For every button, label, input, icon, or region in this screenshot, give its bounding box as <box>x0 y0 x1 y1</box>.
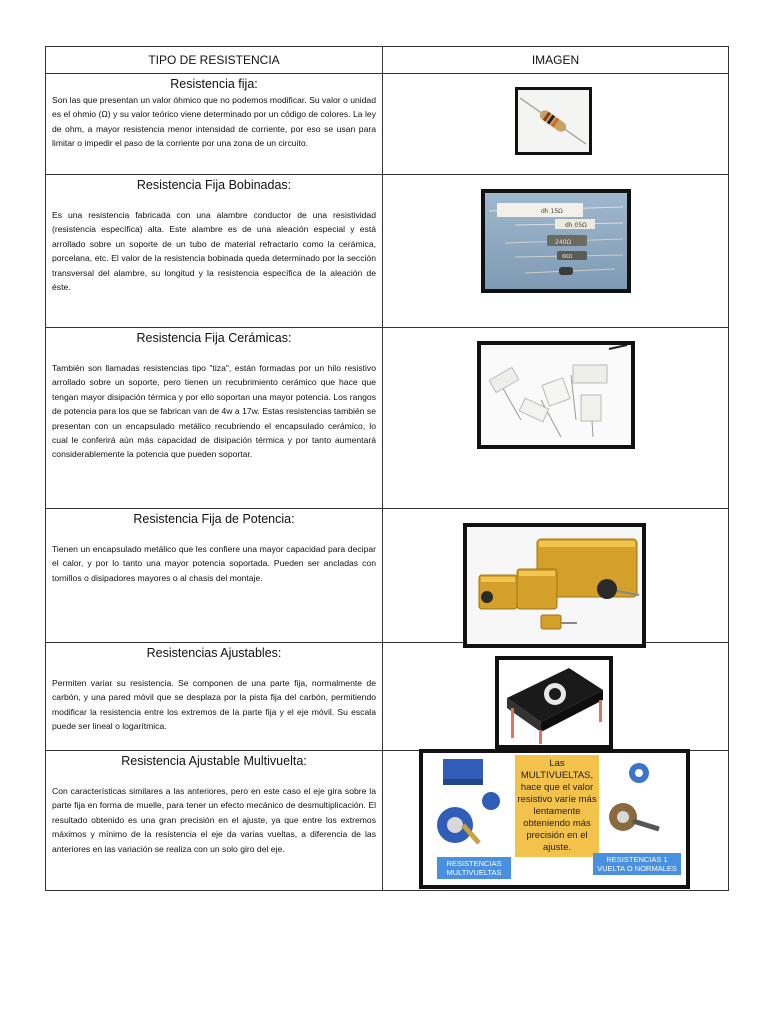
type-cell <box>46 509 383 643</box>
image-cell <box>383 643 729 751</box>
row-title: Resistencias Ajustables: <box>146 646 282 660</box>
adjustable-resistor-image <box>495 656 613 749</box>
resistor-label: 6KΩ <box>562 254 573 260</box>
resistor-label: 240Ω <box>555 239 572 246</box>
multiturn-label: RESISTENCIAS MULTIVUELTAS <box>437 857 511 879</box>
type-cell <box>46 751 383 891</box>
row-title: Resistencia fija: <box>170 77 258 91</box>
ceramic-resistors-image <box>477 341 635 449</box>
resistor-label: dh 15Ω <box>541 208 563 215</box>
row-title: Resistencia Fija de Potencia: <box>133 512 295 526</box>
row-title: Resistencia Fija Bobinadas: <box>136 178 292 192</box>
wirewound-resistors-image <box>481 189 631 293</box>
type-cell <box>46 74 383 175</box>
power-resistors-image <box>463 523 646 648</box>
row-description: Son las que presentan un valor óhmico que no podemos modificar. Su valor o unidad es el ohmio (Ω) y su valor teórico viene determinado por un código de colores. La ley de ohm, a mayor resistencia menor intensidad de corriente, por eso se usan para limitar o impedir el paso de la corriente por una zona de un circuito. <box>52 95 376 149</box>
row-description: Permiten variar su resistencia. Se componen de una parte fija, normalmente de carbón, y una pared móvil que se desplaza por la pista fija del carbón, permitiendo modificar la resistencia entre los extremos de la parte fija y el eje móvil. Su escala puede ser lineal o logarítmica. <box>52 678 376 732</box>
table-row <box>46 643 729 751</box>
multiturn-resistors-image <box>419 749 690 889</box>
type-cell <box>46 175 383 328</box>
normal-label: RESISTENCIAS 1 VUELTA O NORMALES <box>593 853 681 875</box>
resistor-label: dh 05Ω <box>565 222 587 229</box>
image-cell <box>383 74 729 175</box>
table-row <box>46 74 729 175</box>
row-description: Tienen un encapsulado metálico que les confiere una mayor capacidad para decipar el calor, y por lo tanto una mayor potencia soportada. Pueden ser ancladas con tornillos o disipadores mayores o al chasis del montaje. <box>52 544 376 583</box>
resistance-table <box>45 46 729 891</box>
type-cell <box>46 328 383 509</box>
image-cell <box>383 328 729 509</box>
image-cell <box>383 509 729 643</box>
row-description: Es una resistencia fabricada con una alambre conductor de una resistividad (resistencia específica) alta. Este alambre es de una aleación especial y está arrollado sobre un soporte de un tubo de material refractario como la cerámica, porcelana, etc. El valor de la resistencia bobinada queda determinado por la sección transversal del alambre, su longitud y la resistencia específica de la aleación de éste. <box>52 210 376 293</box>
type-cell <box>46 643 383 751</box>
row-title: Resistencia Fija Cerámicas: <box>136 331 292 345</box>
header-imagen: IMAGEN <box>383 47 729 74</box>
image-cell <box>383 751 729 891</box>
row-title: Resistencia Ajustable Multivuelta: <box>121 754 307 768</box>
multiturn-caption: Las MULTIVUELTAS, hace que el valor resistivo varíe más lentamente obteniendo más precisión en el ajuste. <box>515 755 599 857</box>
row-description: Con características similares a las anteriores, pero en este caso el eje gira sobre la parte fija en forma de muelle, para tener un efecto mecánico de desmultiplicación. El resultado obtenido es una gran precisión en el ajuste, ya que entre los extremos máximos y mínimo de la resistencia el eje da varias vueltas, a diferencia de las anteriores en las variación se realiza con un solo giro del eje. <box>52 786 376 854</box>
row-description: También son llamadas resistencias tipo "tiza", están formadas por un hilo resistivo arrollado sobre un soporte, pero tienen un recubrimiento cerámico que hace que tengan mayor disipación térmica y por ello soportan una mayor potencia. Los rangos de potencia para los que se fabrican van de 4w a 17w. Estas resistencias también se presentan con un encapsulado metálico recubriendo el encapsulado cerámico, lo cual le conferirá aún más capacidad de disipación térmica y por tanto aumentará considerablemente la potencia que pueden soportar. <box>52 363 376 460</box>
image-cell <box>383 175 729 328</box>
table-row <box>46 175 729 328</box>
header-tipo: TIPO DE RESISTENCIA <box>46 47 383 74</box>
table-row <box>46 509 729 643</box>
header-row <box>46 47 729 74</box>
fixed-resistor-image <box>515 87 592 155</box>
table-row <box>46 751 729 891</box>
table-row <box>46 328 729 509</box>
